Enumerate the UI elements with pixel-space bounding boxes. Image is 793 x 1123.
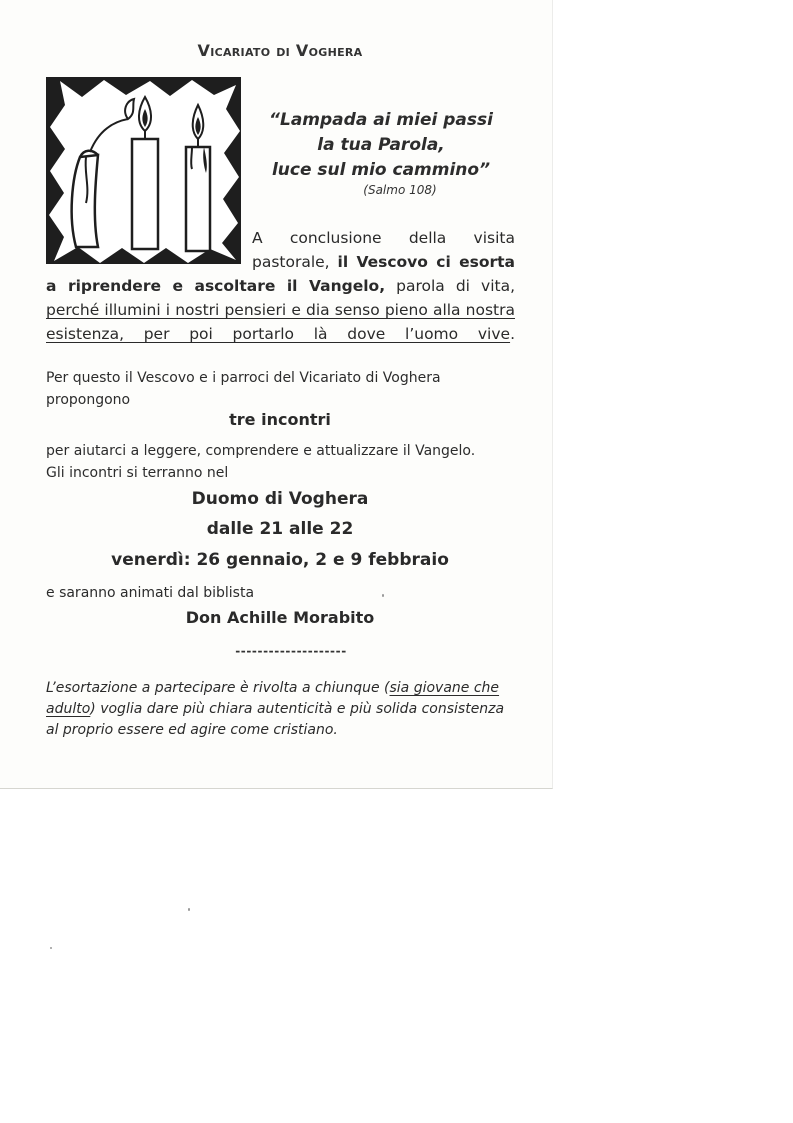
verse-line: la tua Parola, [317, 135, 445, 155]
meetings-dates: venerdì: 26 gennaio, 2 e 9 febbraio [111, 550, 449, 570]
flyer-title: Vicariato di Voghera [197, 41, 363, 60]
scan-speck [382, 594, 384, 597]
intro-paragraph [46, 226, 515, 346]
intro-lead: A conclusione della visita pastorale, [252, 229, 515, 271]
psalm-verse [262, 108, 500, 183]
closing-after: ) voglia dare più chiara autenticità e più solida consistenza al proprio essere ed agire come cristiano. [46, 701, 505, 738]
meetings-place-intro: Gli incontri si terranno nel [46, 465, 229, 481]
host-intro: e saranno animati dal biblista [46, 585, 255, 601]
closing-before: L’esortazione a partecipare è rivolta a chiunque ( [46, 680, 390, 696]
host-name: Don Achille Morabito [185, 608, 375, 627]
intro-underlined: perché illumini i nostri pensieri e dia senso pieno alla nostra esistenza, per poi portarlo là dove l’uomo vive [46, 301, 515, 343]
scan-speck [50, 947, 52, 949]
closing-paragraph [46, 678, 516, 741]
closing-underlined: sia giovane che adulto [46, 680, 500, 717]
flyer-page [0, 0, 553, 789]
verse-reference: (Salmo 108) [363, 183, 437, 197]
scan-speck [188, 908, 190, 911]
meetings-place: Duomo di Voghera [191, 489, 369, 509]
proposal-text: Per questo il Vescovo e i parroci del Vicariato di Voghera propongono [46, 370, 441, 408]
meetings-heading: tre incontri [229, 410, 331, 429]
verse-line: luce sul mio cammino” [271, 160, 491, 180]
meetings-purpose: per aiutarci a leggere, comprendere e attualizzare il Vangelo. [46, 443, 476, 459]
intro-middle: parola di vita, [396, 277, 515, 295]
divider: -------------------- [235, 644, 347, 658]
verse-line: “Lampada ai miei passi [269, 110, 493, 130]
intro-emphasis: il Vescovo ci esorta a riprendere e ascoltare il Vangelo, [46, 253, 515, 295]
meetings-time: dalle 21 alle 22 [206, 519, 354, 539]
intro-end: . [510, 325, 515, 343]
